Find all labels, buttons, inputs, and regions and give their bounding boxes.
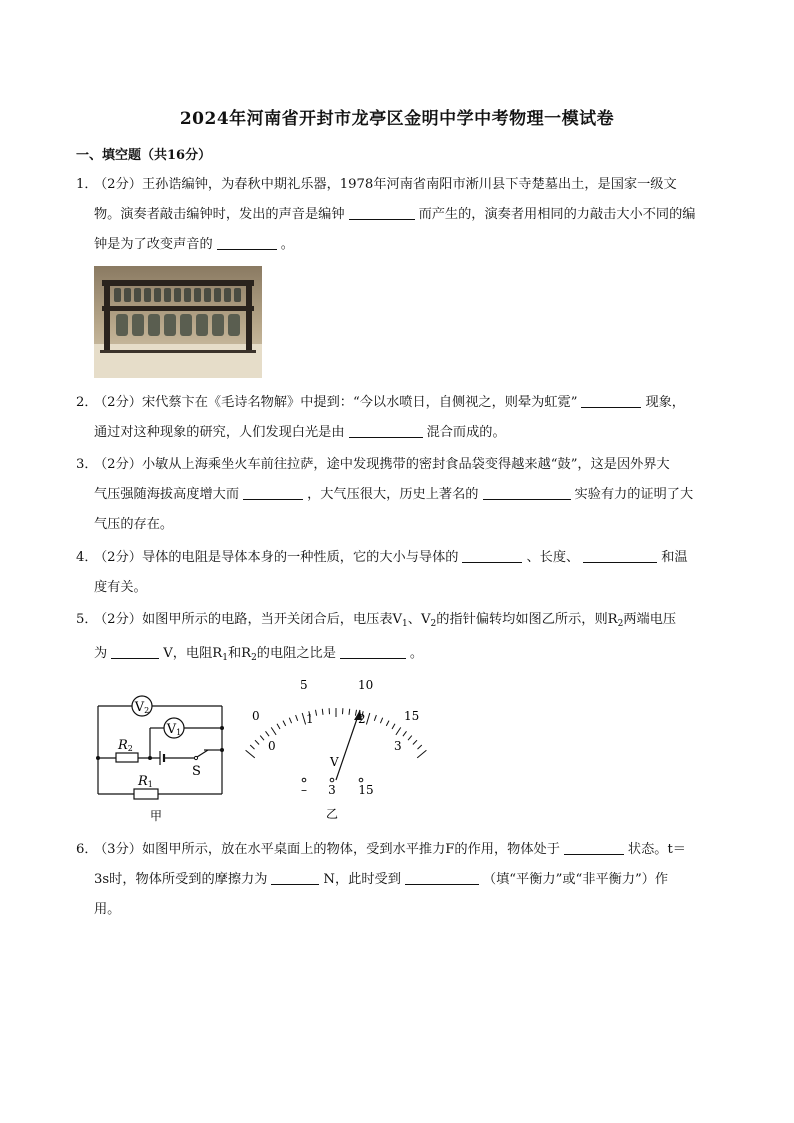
switch-label: S — [192, 764, 201, 779]
question-2 — [76, 388, 722, 448]
dial-tick — [374, 715, 376, 721]
q6-text-1a: （3分）如图甲所示，放在水平桌面上的物体，受到水平推力F的作用，物体处于 — [94, 842, 560, 857]
dial-tick — [349, 709, 350, 715]
dial-tick — [277, 724, 280, 729]
q2-text-2a: 通过对这种现象的研究，人们发现白光是由 — [94, 425, 345, 440]
q5-text-2b: V，电阻R — [163, 646, 223, 661]
q5-text-2c: 和R — [227, 646, 252, 661]
inner-tick-label: 1 — [306, 712, 314, 726]
resistor-r1 — [134, 789, 158, 799]
terminal-15: 15 — [358, 783, 374, 797]
dial-tick — [266, 731, 270, 736]
q6-text-3: 用。 — [94, 902, 121, 917]
q3-text-1: （2分）小敏从上海乘坐火车前往拉萨，途中发现携带的密封食品袋变得越来越“鼓”，这是因外界大 — [94, 457, 670, 472]
figure-caption-yi: 乙 — [325, 807, 339, 821]
q3-text-2b: ，大气压很大，历史上著名的 — [307, 487, 479, 502]
answer-blank[interactable] — [217, 235, 277, 250]
resistor-r2 — [116, 753, 138, 762]
q4-text-1b: 、长度、 — [526, 550, 580, 565]
answer-blank[interactable] — [405, 870, 479, 885]
inner-tick-label: 0 — [268, 739, 276, 753]
q1-text-1: （2分）王孙诰编钟，为春秋中期礼乐器，1978年河南省南阳市淅川县下寺楚墓出土，是国家一级文 — [94, 177, 677, 192]
q2-text-1b: 现象， — [645, 395, 685, 410]
q1-text-2a: 物。演奏者敲击编钟时，发出的声音是编钟 — [94, 207, 345, 222]
q6-text-2c: （填“平衡力”或“非平衡力”）作 — [482, 872, 669, 887]
q5-text-2e: 。 — [409, 646, 424, 661]
answer-blank[interactable] — [581, 393, 641, 408]
question-1 — [76, 170, 722, 260]
inner-tick-label: 2 — [358, 712, 366, 726]
q3-text-2a: 气压强随海拔高度增大而 — [94, 487, 240, 502]
q6-text-2a: 3s时，物体所受到的摩擦力为 — [94, 872, 268, 887]
section-heading: 一、填空题（共16分） — [76, 148, 212, 163]
dial-tick — [283, 721, 286, 726]
subscript: 2 — [617, 619, 624, 629]
unit-label: V — [330, 755, 339, 769]
q4-text-1a: （2分）导体的电阻是导体本身的一种性质，它的大小与导体的 — [94, 550, 459, 565]
answer-blank[interactable] — [583, 548, 657, 563]
q2-text-2b: 混合而成的。 — [426, 425, 506, 440]
dial-tick — [322, 709, 323, 715]
question-3 — [76, 450, 722, 540]
dial-tick — [386, 721, 389, 726]
r2-label: R2 — [118, 738, 133, 753]
voltmeter-dial — [240, 676, 430, 826]
answer-blank[interactable] — [483, 485, 571, 500]
q5-text-1d: 两端电压 — [623, 612, 677, 627]
question-number: 4． — [76, 550, 98, 565]
r1-label: R1 — [138, 774, 153, 789]
answer-blank[interactable] — [111, 644, 159, 659]
answer-blank[interactable] — [340, 644, 406, 659]
dial-tick — [392, 724, 395, 729]
question-number: 3． — [76, 457, 98, 472]
q5-text-2a: 为 — [94, 646, 108, 661]
dial-tick — [255, 740, 259, 744]
bianzhong-photo — [94, 266, 262, 378]
answer-blank[interactable] — [271, 870, 319, 885]
inner-tick-label: 3 — [394, 739, 402, 753]
q5-text-1b: 、V — [407, 612, 431, 627]
q4-text-2: 度有关。 — [94, 580, 147, 595]
dial-tick — [418, 745, 422, 749]
outer-tick-label: 15 — [404, 709, 420, 723]
question-number: 1． — [76, 177, 98, 192]
answer-blank[interactable] — [349, 205, 415, 220]
q6-text-2b: N，此时受到 — [323, 872, 401, 887]
dial-tick — [296, 715, 298, 721]
page-title: 2024年河南省开封市龙亭区金明中学中考物理一模试卷 — [179, 109, 615, 129]
outer-tick-label: 5 — [300, 678, 308, 692]
question-number: 6． — [76, 842, 98, 857]
q1-text-3b: 。 — [280, 237, 294, 252]
outer-tick-label: 10 — [358, 678, 374, 692]
figure-caption-jia: 甲 — [149, 809, 163, 823]
subscript: 2 — [430, 619, 437, 629]
answer-blank[interactable] — [243, 485, 303, 500]
dial-tick — [380, 718, 382, 724]
q2-text-1a: （2分）宋代蔡卞在《毛诗名物解》中提到：“今以水喷日，自侧视之，则晕为虹霓” — [94, 395, 578, 410]
dial-tick — [289, 718, 291, 724]
switch-blade[interactable] — [197, 750, 208, 757]
dial-tick — [413, 740, 417, 744]
q1-text-3a: 钟是为了改变声音的 — [94, 237, 213, 252]
q3-text-3: 气压的存在。 — [94, 517, 174, 532]
subscript: 1 — [402, 619, 408, 629]
dial-tick — [271, 727, 276, 735]
dial-tick — [250, 745, 254, 749]
outer-tick-label: 0 — [252, 709, 260, 723]
question-number: 5． — [76, 612, 98, 627]
v2-label: V2 — [134, 700, 150, 715]
q3-text-2c: 实验有力的证明了大 — [574, 487, 694, 502]
dial-tick — [316, 710, 317, 716]
dial-tick — [246, 750, 255, 758]
v1-label: V1 — [166, 722, 182, 737]
q1-text-2b: 而产生的，演奏者用相同的力敲击大小不同的编 — [418, 207, 696, 222]
question-6 — [76, 835, 722, 925]
subscript: 2 — [251, 653, 257, 663]
q5-text-2d: 的电阻之比是 — [256, 646, 336, 661]
answer-blank[interactable] — [564, 840, 624, 855]
subscript: 1 — [222, 653, 228, 663]
dial-tick — [417, 750, 426, 758]
question-5 — [76, 605, 722, 673]
circuit-diagram — [90, 692, 230, 828]
q6-text-1b: 状态。t＝ — [627, 842, 686, 857]
dial-tick — [260, 736, 264, 741]
terminal-negative: – — [301, 783, 307, 797]
dial-needle — [336, 710, 360, 780]
dial-tick — [408, 736, 412, 741]
q4-text-1c: 和温 — [661, 550, 688, 565]
question-4 — [76, 543, 722, 603]
dial-tick — [403, 731, 407, 736]
question-number: 2． — [76, 395, 98, 410]
q5-text-1a: （2分）如图甲所示的电路，当开关闭合后，电压表V — [94, 612, 403, 627]
dial-tick — [366, 713, 369, 725]
terminal-3: 3 — [328, 783, 336, 797]
answer-blank[interactable] — [349, 423, 423, 438]
dial-tick — [396, 727, 401, 735]
dial-tick — [355, 710, 356, 716]
answer-blank[interactable] — [462, 548, 522, 563]
q5-text-1c: 的指针偏转均如图乙所示，则R — [436, 612, 618, 627]
